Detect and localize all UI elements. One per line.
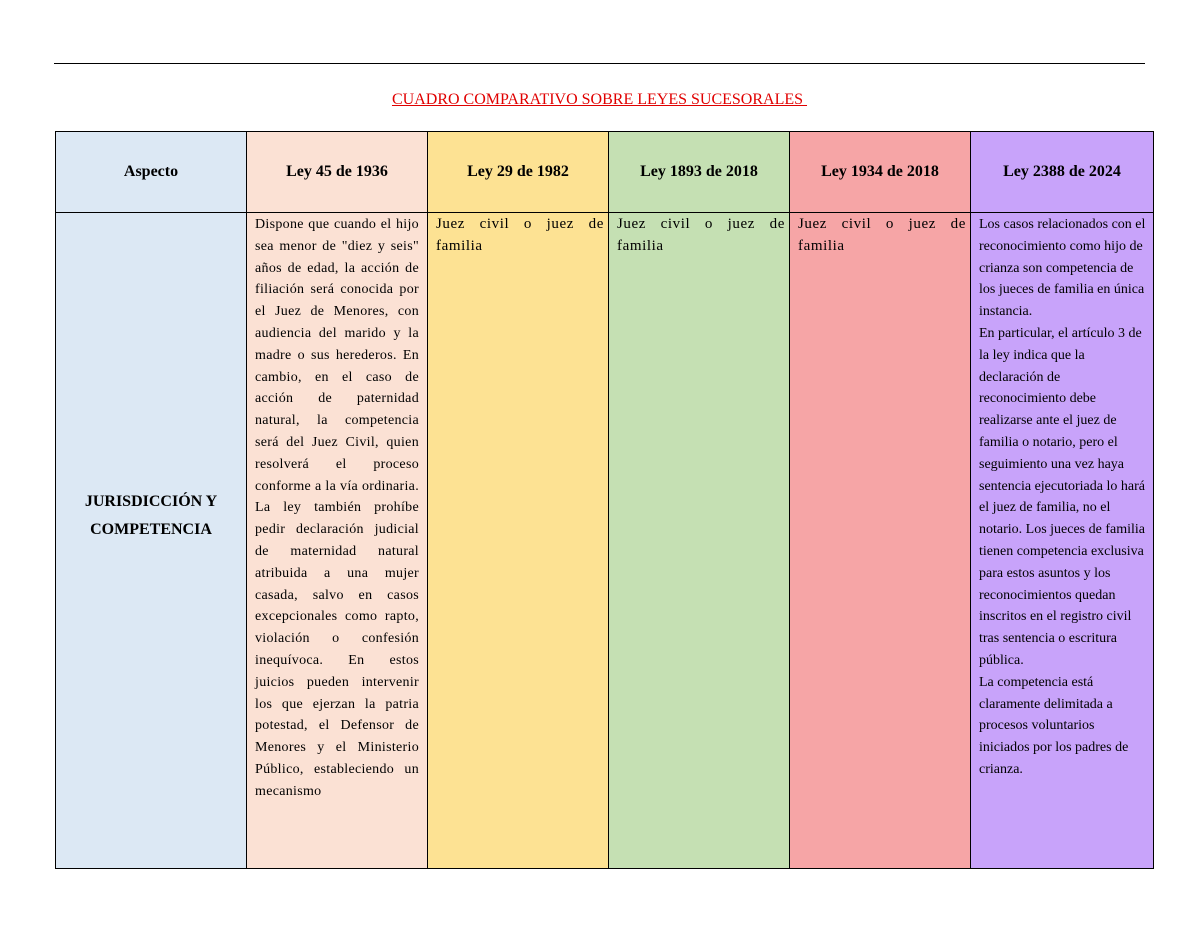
header-ley-2388-2024: Ley 2388 de 2024 bbox=[971, 132, 1154, 213]
cell-text-ley-29-1982: Juez civil o juez de familia bbox=[436, 216, 604, 254]
cell-text-ley-45-1936: Dispone que cuando el hijo sea menor de "diez y seis" años de edad, la acción de filiación será conocida por el Juez de Menores, con audiencia del marido y la madre o sus herederos. En cambio, en el caso de acción de paternidad natural, la competencia será del Juez Civil, quien resolverá el proceso conforme a la vía ordinaria. La ley también prohíbe pedir declaración judicial de maternidad natural atribuida a una mujer casada, salvo en casos excepcionales como rapto, violación o confesión inequívoca. En estos juicios pueden intervenir los que ejerzan la patria potestad, el Defensor de Menores y el Ministerio Público, estableciendo un mecanismo bbox=[255, 217, 419, 799]
header-aspecto: Aspecto bbox=[56, 132, 247, 213]
cell-text-ley-2388-2024: Los casos relacionados con el reconocimiento como hijo de crianza son competencia de los jueces de familia en única instancia. En particular, el artículo 3 de la ley indica que la declaración de reconocimiento debe realizarse ante el juez de familia o notario, pero el seguimiento una vez haya sentencia ejecutoriada lo hará el juez de familia, no el notario. Los jueces de familia tienen competencia exclusiva para estos asuntos y los reconocimientos quedan inscritos en el registro civil tras sentencia o escritura pública. La competencia está claramente delimitada a procesos voluntarios iniciados por los padres de crianza. bbox=[979, 217, 1146, 777]
cell-text-ley-1893-2018: Juez civil o juez de familia bbox=[617, 216, 785, 254]
cell-ley-29-1982 bbox=[428, 213, 609, 869]
cell-ley-2388-2024 bbox=[971, 213, 1154, 869]
cell-ley-1934-2018 bbox=[790, 213, 971, 869]
table-row bbox=[56, 213, 1154, 869]
cell-ley-1893-2018 bbox=[609, 213, 790, 869]
header-ley-45-1936: Ley 45 de 1936 bbox=[247, 132, 428, 213]
aspect-cell bbox=[56, 213, 247, 869]
header-ley-1893-2018: Ley 1893 de 2018 bbox=[609, 132, 790, 213]
table-header-row bbox=[56, 132, 1154, 213]
comparison-table bbox=[55, 131, 1154, 869]
document-title: CUADRO COMPARATIVO SOBRE LEYES SUCESORALES bbox=[391, 91, 808, 108]
header-rule bbox=[54, 63, 1145, 64]
header-ley-29-1982: Ley 29 de 1982 bbox=[428, 132, 609, 213]
cell-ley-45-1936 bbox=[247, 213, 428, 869]
header-ley-1934-2018: Ley 1934 de 2018 bbox=[790, 132, 971, 213]
aspect-label: JURISDICCIÓN Y COMPETENCIA bbox=[84, 492, 218, 538]
cell-text-ley-1934-2018: Juez civil o juez de familia bbox=[798, 216, 966, 254]
